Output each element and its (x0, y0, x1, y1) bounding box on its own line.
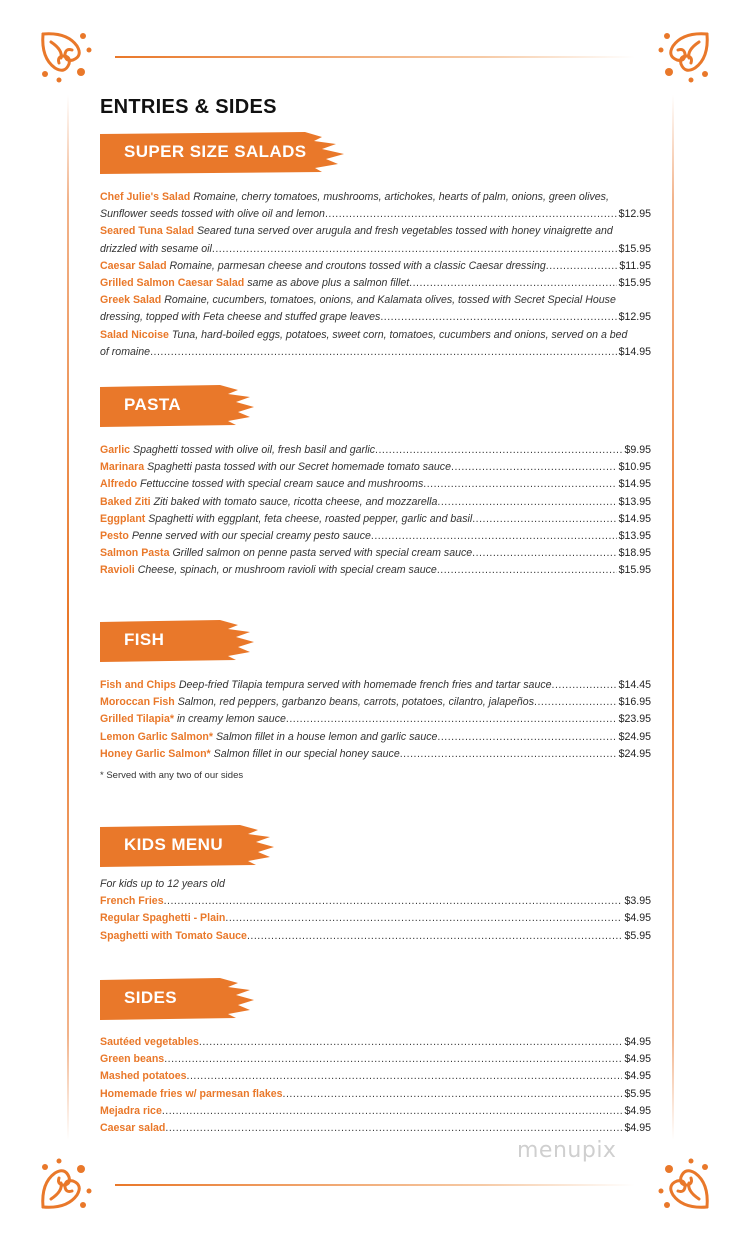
menu-item (100, 677, 651, 694)
item-price: $4.95 (624, 1104, 651, 1117)
menu-item (100, 711, 651, 728)
item-description: drizzled with sesame oil (100, 242, 212, 255)
kids-list (100, 876, 651, 945)
section-banner-sides (100, 978, 255, 1020)
menu-item (100, 327, 651, 361)
item-price: $14.95 (618, 345, 651, 358)
salads-list (100, 189, 651, 361)
item-price: $18.95 (618, 547, 651, 560)
item-price: $5.95 (624, 929, 651, 942)
item-price: $13.95 (618, 530, 651, 543)
ornament-corner-icon (37, 1155, 95, 1213)
item-name: Seared Tuna Salad (100, 225, 195, 238)
item-name: Baked Ziti (100, 495, 151, 508)
item-price: $3.95 (624, 895, 651, 908)
item-name: Moroccan Fish (100, 696, 175, 709)
menu-item (100, 893, 651, 910)
item-name: Alfredo (100, 478, 138, 491)
menu-item (100, 694, 651, 711)
section-banner-pasta (100, 385, 255, 427)
item-price: $10.95 (618, 461, 651, 474)
item-description: Salmon fillet in a house lemon and garlic sauce (215, 730, 438, 743)
item-name: Caesar salad (100, 1122, 166, 1135)
item-name: Greek Salad (100, 294, 162, 307)
item-price: $12.95 (618, 311, 651, 324)
menu-item (100, 442, 651, 459)
menu-item (100, 910, 651, 927)
item-name: Grilled Tilapia* (100, 713, 174, 726)
item-description: Salmon fillet in our special honey sauce (213, 747, 400, 760)
menu-item (100, 1120, 651, 1137)
menu-item (100, 545, 651, 562)
item-name: French Fries (100, 895, 164, 908)
item-price: $14.45 (618, 679, 651, 691)
item-name: Lemon Garlic Salmon* (100, 730, 214, 743)
item-description: Fettuccine tossed with special cream sauce and mushrooms (140, 478, 424, 491)
pasta-list (100, 442, 651, 580)
item-name: Eggplant (100, 512, 146, 525)
item-description: same as above plus a salmon fillet (247, 277, 410, 290)
item-price: $15.95 (618, 242, 651, 255)
item-description: of romaine (100, 345, 151, 358)
item-name: Regular Spaghetti - Plain (100, 912, 226, 925)
menu-item (100, 223, 651, 257)
menu-item (100, 275, 651, 292)
item-description: Tuna, hard-boiled eggs, potatoes, sweet corn, tomatoes, cucumbers and onions, served on a bed (171, 328, 628, 341)
item-description: in creamy lemon sauce (176, 713, 286, 726)
item-price: $14.95 (618, 512, 651, 525)
watermark: menupix (517, 1138, 617, 1163)
section-title: FISH (124, 630, 165, 649)
item-description: dressing, topped with Feta cheese and stuffed grape leaves (100, 311, 381, 324)
menu-item (100, 729, 651, 746)
item-name: Pesto (100, 530, 129, 543)
item-description: Cheese, spinach, or mushroom ravioli with special cream sauce (137, 564, 437, 577)
item-price: $11.95 (619, 259, 651, 272)
bottom-divider (115, 1184, 635, 1186)
left-border-line (67, 95, 69, 1140)
item-name: Garlic (100, 444, 131, 456)
item-price: $13.95 (618, 495, 651, 508)
menu-item (100, 562, 651, 579)
right-border-line (672, 95, 674, 1140)
item-description: Spaghetti with eggplant, feta cheese, roasted pepper, garlic and basil (148, 512, 473, 525)
item-name: Sautéed vegetables (100, 1036, 199, 1048)
item-description: Romaine, cucumbers, tomatoes, onions, and Kalamata olives, tossed with Secret Special House (164, 294, 616, 307)
sides-list (100, 1034, 651, 1137)
item-description: Grilled salmon on penne pasta served with special cream sauce (172, 547, 473, 560)
ornament-corner-icon (655, 28, 713, 86)
menu-item (100, 258, 651, 275)
fish-list (100, 677, 651, 784)
item-name: Spaghetti with Tomato Sauce (100, 929, 247, 942)
item-price: $4.95 (624, 912, 651, 925)
section-banner-fish (100, 620, 255, 662)
section-banner-kids (100, 825, 275, 867)
item-price: $14.95 (618, 478, 651, 491)
item-price: $23.95 (618, 713, 651, 726)
item-description: Salmon, red peppers, garbanzo beans, carrots, potatoes, cilantro, jalapeños (177, 696, 535, 709)
menu-item (100, 1068, 651, 1085)
menu-item (100, 1103, 651, 1120)
item-name: Homemade fries w/ parmesan flakes (100, 1087, 283, 1100)
item-price: $4.95 (624, 1053, 651, 1066)
fish-footnote: * Served with any two of our sides (100, 770, 244, 782)
menu-item (100, 511, 651, 528)
item-price: $15.95 (618, 564, 651, 577)
item-name: Honey Garlic Salmon* (100, 747, 211, 760)
item-price: $5.95 (624, 1087, 651, 1100)
menu-item (100, 292, 651, 326)
item-description: Penne served with our special creamy pesto sauce (131, 530, 371, 543)
item-price: $12.95 (618, 208, 651, 221)
item-name: Grilled Salmon Caesar Salad (100, 277, 245, 290)
menu-item (100, 1086, 651, 1103)
menu-item (100, 494, 651, 511)
item-description: Romaine, parmesan cheese and croutons tossed with a classic Caesar dressing (169, 259, 546, 272)
item-price: $24.95 (618, 730, 651, 743)
menu-item (100, 528, 651, 545)
item-name: Marinara (100, 461, 145, 474)
item-price: $16.95 (618, 696, 651, 709)
item-description: Romaine, cherry tomatoes, mushrooms, artichokes, hearts of palm, onions, green olives, (193, 191, 609, 203)
menu-item (100, 1034, 651, 1051)
item-description: Spaghetti tossed with olive oil, fresh basil and garlic (133, 444, 376, 456)
item-name: Mejadra rice (100, 1104, 162, 1117)
menu-item (100, 928, 651, 945)
item-price: $4.95 (624, 1122, 651, 1135)
item-price: $15.95 (618, 277, 651, 290)
section-title: SUPER SIZE SALADS (124, 142, 307, 161)
kids-intro: For kids up to 12 years old (100, 878, 225, 890)
item-description: Seared tuna served over arugula and fresh vegetables tossed with honey vinaigrette and (196, 225, 613, 238)
section-title: KIDS MENU (124, 835, 223, 854)
item-price: $24.95 (618, 747, 651, 760)
item-name: Ravioli (100, 564, 135, 577)
item-name: Mashed potatoes (100, 1070, 187, 1083)
item-price: $9.95 (624, 444, 651, 456)
item-price: $4.95 (624, 1070, 651, 1083)
section-title: PASTA (124, 395, 182, 414)
item-name: Chef Julie's Salad (100, 191, 191, 203)
item-name: Salad Nicoise (100, 328, 169, 341)
menu-item (100, 746, 651, 763)
section-title: SIDES (124, 988, 178, 1007)
item-description: Ziti baked with tomato sauce, ricotta cheese, and mozzarella (153, 495, 438, 508)
item-name: Green beans (100, 1053, 165, 1066)
menu-item (100, 459, 651, 476)
item-description: Sunflower seeds tossed with olive oil and lemon (100, 208, 325, 221)
item-name: Caesar Salad (100, 259, 167, 272)
item-name: Salmon Pasta (100, 547, 170, 560)
menu-item (100, 476, 651, 493)
menu-item (100, 189, 651, 223)
item-price: $4.95 (624, 1036, 651, 1048)
item-description: Deep-fried Tilapia tempura served with homemade french fries and tartar sauce (178, 679, 552, 691)
ornament-corner-icon (655, 1155, 713, 1213)
item-description: Spaghetti pasta tossed with our Secret homemade tomato sauce (147, 461, 451, 474)
section-banner-salads (100, 132, 345, 174)
item-name: Fish and Chips (100, 679, 176, 691)
ornament-corner-icon (37, 28, 95, 86)
top-divider (115, 56, 635, 58)
page-title: ENTRIES & SIDES (100, 96, 277, 118)
menu-item (100, 1051, 651, 1068)
